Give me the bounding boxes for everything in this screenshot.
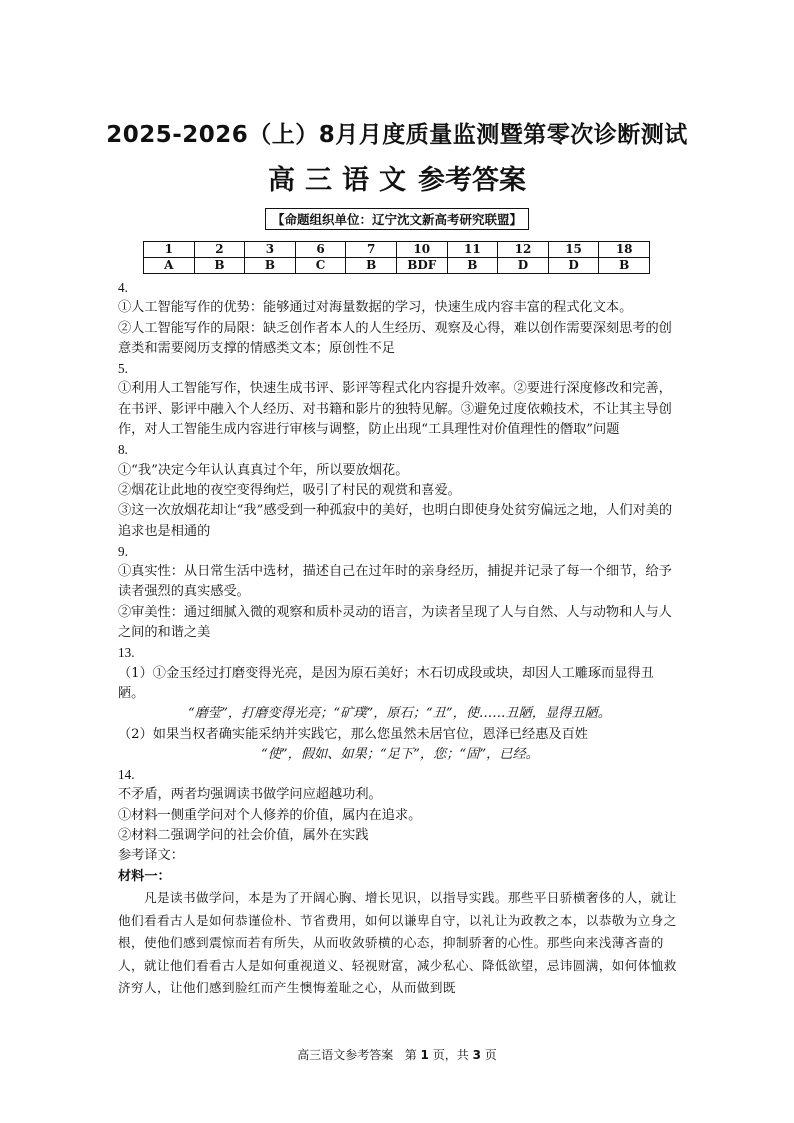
question-8-point-1: ①“我”决定今年认认真真过个年，所以要放烟花。 (118, 462, 409, 478)
footer-doc-name: 高三语文参考答案 (297, 1048, 394, 1062)
question-5-number: 5. (118, 361, 128, 377)
subject-title: 高三语文 (268, 165, 416, 196)
answer-cell: B (245, 258, 296, 274)
answer-cell: B (447, 258, 498, 274)
question-14-point-2: ②材料二强调学问的社会价值，属外在实践 (118, 828, 369, 844)
footer-page-mid: 页，共 (432, 1048, 469, 1062)
question-9-point-1: ①真实性：从日常生活中选材，描述自己在过年时的亲身经历，捕捉并记录了每一个细节，给予读者强烈的真实感受。 (118, 564, 672, 600)
question-number: 15 (548, 242, 599, 258)
answer-cell: D (548, 258, 599, 274)
question-number: 1 (144, 242, 195, 258)
org-label: 【命题组织单位：辽宁沈文新高考研究联盟】 (265, 208, 529, 230)
question-number: 11 (447, 242, 498, 258)
footer-page-prefix: 第 (404, 1048, 417, 1062)
question-8-point-3: ③这一次放烟花却让“我”感受到一种孤寂中的美好，也明白即使身处贫穷偏远之地，人们对美的追求也是相通的 (118, 503, 673, 539)
question-13-part-1-note: “磨莹”，打磨变得光亮；“矿璞”，原石；“丑”，使……丑陋，显得丑陋。 (188, 706, 611, 722)
answer-cell: A (144, 258, 195, 274)
footer-total-pages: 3 (472, 1048, 481, 1062)
question-number: 2 (194, 242, 245, 258)
document-title (0, 158, 794, 197)
question-4-point-1: ①人工智能写作的优势：能够通过对海量数据的学习，快速生成内容丰富的程式化文本。 (118, 300, 633, 316)
translation-paragraph: 凡是读书做学问，本是为了开阔心胸、增长见识，以指导实践。那些平日骄横奢侈的人，就让他们看看古人是如何恭谨俭朴、节省费用，如何以谦卑自守，以礼让为政教之本，以恭敬为立身之根，使他们感到震惊而若有所失，从而收敛骄横的心态，抑制骄奢的心性。那些向来浅薄吝啬的人，就让他们看看古人是如何重视道义、轻视财富，减少私心、降低欲望，忌讳圆满，如何体恤救济穷人，让他们感到脸红而产生懊悔羞耻之心，从而做到既 (118, 889, 677, 996)
question-9-number: 9. (118, 543, 128, 559)
exam-title: 2025-2026（上）8月月度质量监测暨第零次诊断测试 (106, 122, 688, 148)
question-number-row (144, 242, 650, 258)
question-14-conclusion: 不矛盾，两者均强调读书做学问应超越功利。 (118, 787, 382, 803)
answer-cell: C (295, 258, 346, 274)
question-14-point-1: ①材料一侧重学问对个人修养的价值，属内在追求。 (118, 807, 422, 823)
answer-body (118, 278, 678, 1000)
question-number: 10 (396, 242, 447, 258)
question-5-answer: ①利用人工智能写作，快速生成书评、影评等程式化内容提升效率。②要进行深度修改和完善，在书评、影评中融入个人经历、对书籍和影片的独特见解。③避免过度依赖技术，不让其主导创作，对人工智能生成内容进行审核与调整，防止出现“工具理性对价值理性的僭取”问题 (118, 381, 672, 438)
question-number: 6 (295, 242, 346, 258)
question-13-part-1: （1）①金玉经过打磨变得光亮，是因为原石美好；木石切成段或块，却因人工雕琢而显得丑陋。 (118, 665, 654, 701)
question-13-number: 13. (118, 645, 135, 661)
answer-cell: D (498, 258, 549, 274)
question-number: 3 (245, 242, 296, 258)
answer-row (144, 258, 650, 274)
answer-cell: B (599, 258, 650, 274)
material-1-label: 材料一： (118, 868, 171, 884)
answer-cell: BDF (396, 258, 447, 274)
question-number: 12 (498, 242, 549, 258)
question-8-point-2: ②烟花让此地的夜空变得绚烂，吸引了村民的观赏和喜爱。 (118, 482, 461, 498)
answer-cell: B (346, 258, 397, 274)
page-footer (0, 1046, 794, 1063)
question-number: 18 (599, 242, 650, 258)
translation-text (118, 887, 678, 1000)
question-4-number: 4. (118, 280, 128, 295)
answer-title: 参考答案 (418, 165, 526, 196)
footer-page-suffix: 页 (484, 1048, 497, 1062)
question-number: 7 (346, 242, 397, 258)
footer-page-number: 1 (420, 1048, 429, 1062)
question-13-part-2: （2）如果当权者确实能采纳并实践它，那么您虽然未居官位，恩泽已经惠及百姓 (118, 726, 588, 742)
question-13-part-2-note: “使”，假如、如果；“足下”，您；“固”，已经。 (261, 746, 539, 762)
reference-translation-label: 参考译文： (118, 848, 184, 864)
question-14-number: 14. (118, 767, 135, 783)
answer-cell: B (194, 258, 245, 274)
answer-table (143, 241, 650, 274)
org-banner (0, 208, 794, 230)
question-8-number: 8. (118, 442, 128, 458)
question-4-point-2: ②人工智能写作的局限：缺乏创作者本人的人生经历、观察及心得，难以创作需要深刻思考的创意类和需要阅历支撑的情感类文本；原创性不足 (118, 320, 672, 356)
question-9-point-2: ②审美性：通过细腻入微的观察和质朴灵动的语言，为读者呈现了人与自然、人与动物和人与人之间的和谐之美 (118, 604, 672, 641)
